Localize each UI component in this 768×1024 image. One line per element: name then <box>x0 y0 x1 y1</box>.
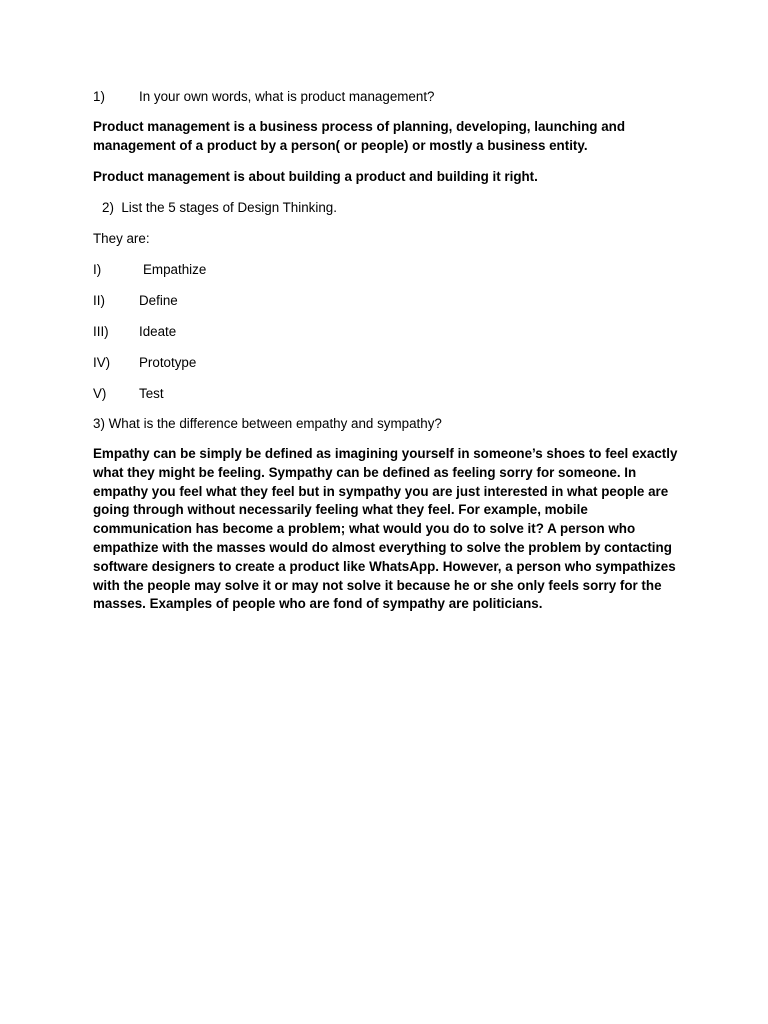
stage-label: Empathize <box>143 262 207 277</box>
question-2: 2) List the 5 stages of Design Thinking. <box>102 200 337 215</box>
question-1-text: In your own words, what is product management? <box>139 89 435 104</box>
stage-number: III) <box>93 324 109 339</box>
stage-item <box>93 260 206 279</box>
stage-number: II) <box>93 293 105 308</box>
answer-1-paragraph-2: Product management is about building a product and building it right. <box>93 169 538 184</box>
stage-item <box>93 353 196 372</box>
stage-number: V) <box>93 386 107 401</box>
question-1-number: 1) <box>93 89 105 104</box>
stage-label: Ideate <box>139 324 177 339</box>
stage-number: IV) <box>93 355 111 370</box>
answer-3-paragraph: Empathy can be simply be defined as imagining yourself in someone’s shoes to feel exactly what they might be feeling. Sympathy can be defined as feeling sorry for someone. In empathy you feel what they feel but in sympathy you are just interested in what people are going through without necessarily feeling what they feel. For example, mobile communication has become a problem; what would you do to solve it? A person who empathize with the masses would do almost everything to solve the problem by contacting software designers to create a product like WhatsApp. However, a person who sympathizes with the people may solve it or may not solve it because he or she only feels sorry for the masses. Examples of people who are fond of sympathy are politicians. <box>93 446 678 612</box>
stage-item <box>93 322 176 341</box>
stage-item <box>93 291 178 310</box>
stage-label: Define <box>139 293 178 308</box>
answer-1-paragraph-1: Product management is a business process of planning, developing, launching and management of a product by a person( or people) or mostly a business entity. <box>93 119 625 153</box>
stage-label: Test <box>139 386 164 401</box>
stages-intro: They are: <box>93 231 150 246</box>
question-1 <box>93 87 435 106</box>
question-3: 3) What is the difference between empathy and sympathy? <box>93 416 442 431</box>
stage-item <box>93 384 164 403</box>
stage-label: Prototype <box>139 355 197 370</box>
stage-number: I) <box>93 262 102 277</box>
